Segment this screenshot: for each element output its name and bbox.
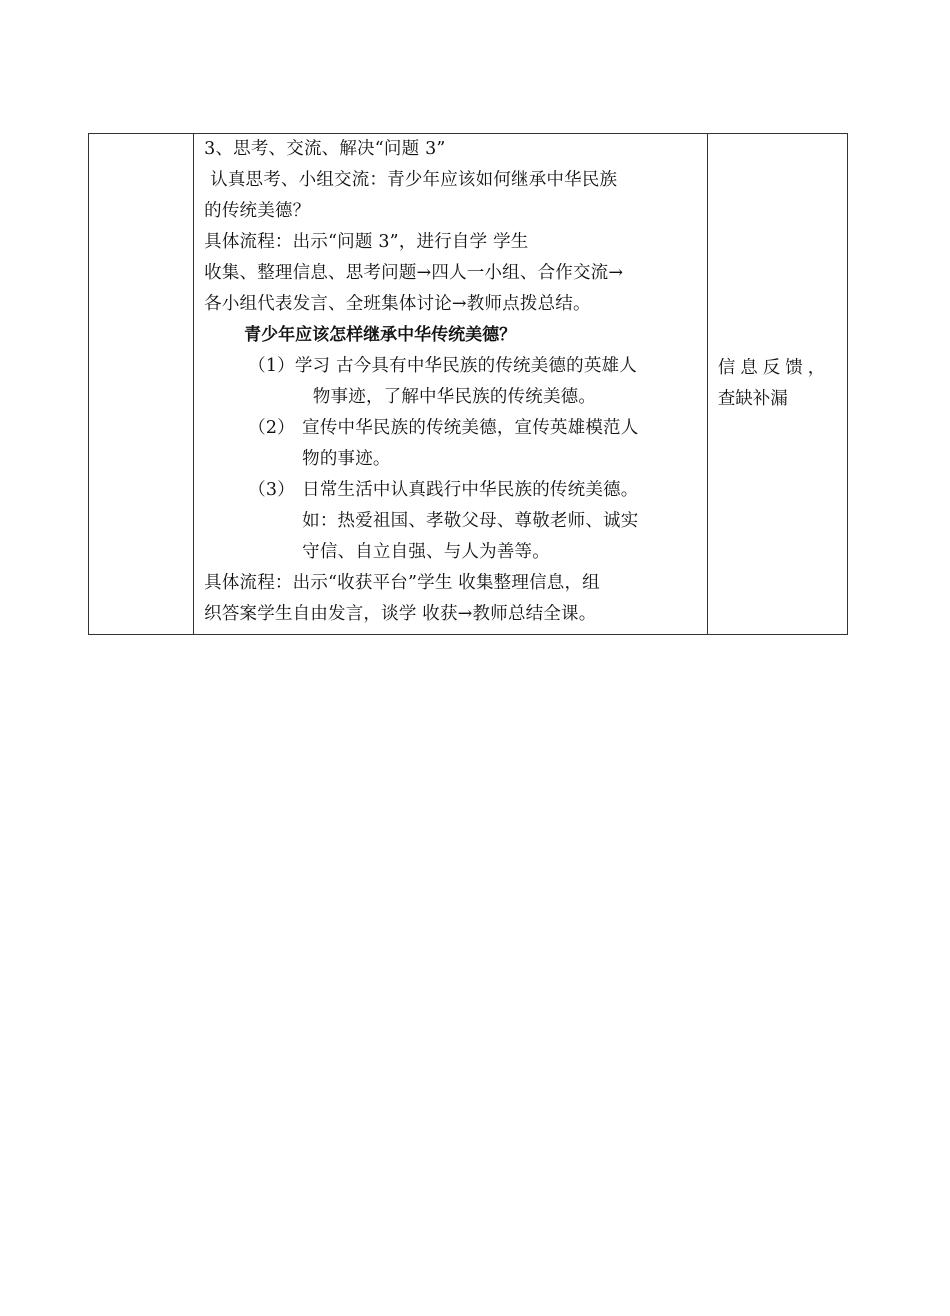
task-line: 认真思考、小组交流：青少年应该如何继承中华民族 xyxy=(210,170,618,190)
task-line: 的传统美德？ xyxy=(204,201,311,221)
lesson-plan-table xyxy=(88,133,848,635)
list-item xyxy=(204,351,698,413)
list-item-text: 日常生活中认真践行中华民族的传统美德。 xyxy=(302,480,639,500)
list-item xyxy=(204,413,698,475)
step-title: 3、思考、交流、解决“问题 3” xyxy=(204,139,446,159)
flow-line: 织答案学生自由发言，谈学 收获→教师总结全课。 xyxy=(204,604,597,624)
list-item-number: （3） xyxy=(248,480,295,500)
feedback-text: 查缺补漏 xyxy=(717,389,788,409)
section-heading: 青少年应该怎样继承中华传统美德？ xyxy=(244,325,517,345)
list-item xyxy=(204,475,698,568)
list-item-text: 物事迹，了解中华民族的传统美德。 xyxy=(312,387,597,407)
list-item-text: 如：热爱祖国、孝敬父母、尊敬老师、诚实 xyxy=(302,511,639,531)
flow-line: 各小组代表发言、全班集体讨论→教师点拨总结。 xyxy=(204,294,591,314)
feedback-text: 信息反馈， xyxy=(717,358,831,378)
table-cell-purpose xyxy=(707,134,847,635)
table-cell-left xyxy=(89,134,194,635)
list-item-number: （1） xyxy=(248,356,295,376)
list-item-text: 学习 古今具有中华民族的传统美德的英雄人 xyxy=(294,356,637,376)
flow-line: 收集、整理信息、思考问题→四人一小组、合作交流→ xyxy=(204,263,624,283)
list-item-text: 守信、自立自强、与人为善等。 xyxy=(302,542,550,562)
list-item-number: （2） xyxy=(248,418,295,438)
table-cell-activities xyxy=(194,134,708,635)
list-item-text: 物的事迹。 xyxy=(302,449,391,469)
flow-line: 具体流程：出示“收获平台”学生 收集整理信息，组 xyxy=(204,573,600,593)
table-row xyxy=(89,134,848,635)
list-item-text: 宣传中华民族的传统美德，宣传英雄模范人 xyxy=(302,418,639,438)
flow-line: 具体流程：出示“问题 3”，进行自学 学生 xyxy=(204,232,529,252)
